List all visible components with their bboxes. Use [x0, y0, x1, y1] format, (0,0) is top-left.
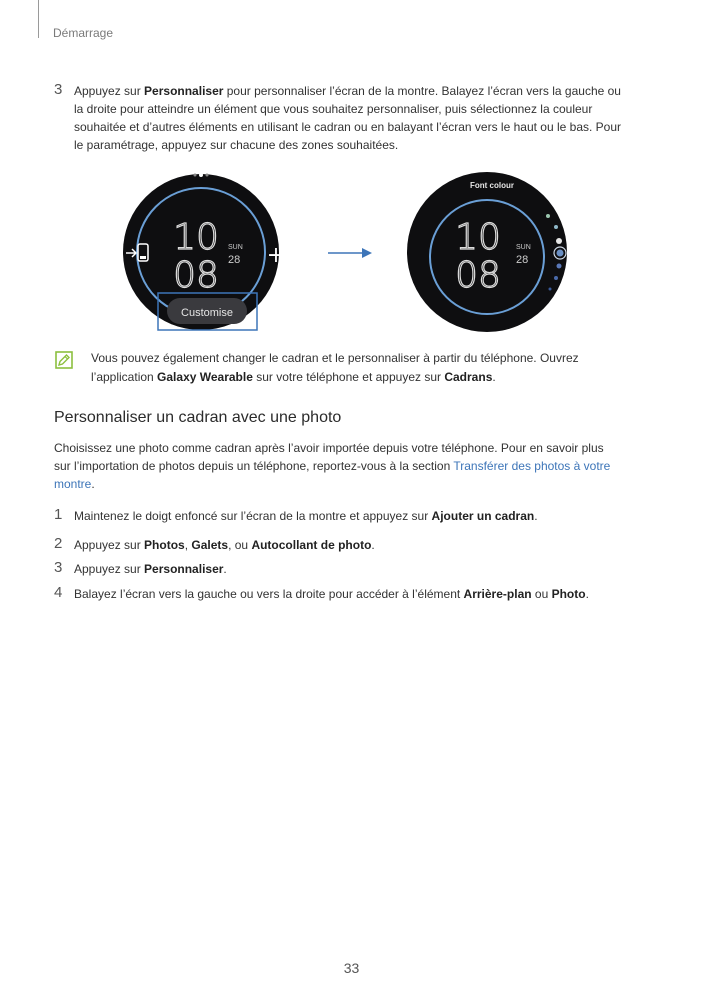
watch-left-date: 28 [228, 254, 241, 266]
header-divider [38, 0, 39, 38]
watch-left-minute: 08 [173, 255, 219, 296]
header-section-title: Démarrage [53, 26, 114, 40]
note-pencil-icon [55, 351, 73, 369]
transfer-photos-link-cont[interactable]: montre [54, 477, 92, 491]
watch-right-date: 28 [516, 254, 529, 266]
transition-arrow-icon [328, 248, 372, 258]
watch-right [407, 172, 567, 332]
watch-right-day: SUN [516, 244, 531, 251]
watch-customise-illustration [0, 165, 703, 345]
watch-left-hour: 10 [173, 217, 219, 258]
section-title: Personnaliser un cadran avec une photo [54, 409, 342, 426]
watch-left [123, 173, 285, 330]
watch-right-minute: 08 [455, 255, 501, 296]
customise-button-label: Customise [181, 307, 233, 319]
step-number: 3 [54, 81, 63, 98]
watch-left-day: SUN [228, 244, 243, 251]
note-text: Vous pouvez également changer le cadran et le personnaliser à partir du téléphone. Ouvrez l’application Galaxy Wearable sur votre téléphone et appuyez sur Cadrans. [91, 351, 579, 384]
transfer-photos-link[interactable]: Transférer des photos à votre [453, 459, 611, 473]
step-3-instruction: 3 Appuyez sur Personnaliser pour personnaliser l’écran de la montre. Balayez l’écran vers la gauche ou la droite pour atteindre un élément que vous souhaitez personnaliser, puis sélectionnez la couleur souhaitée et d’autres éléments en utilisant le cadran ou en balayant l’écran vers le haut ou le bas. Pour le paramétrage, appuyez sur chacune des zones souhaitées. [54, 81, 622, 152]
page-number: 33 [343, 960, 360, 976]
add-icon: + [266, 243, 286, 268]
step-1-instruction: 1 Maintenez le doigt enfoncé sur l’écran de la montre et appuyez sur Ajouter un cadran. [54, 506, 538, 523]
section-intro: Choisissez une photo comme cadran après l’avoir importée depuis votre téléphone. Pour en savoir plus sur l’importation de photos depuis un téléphone, reportez-vous à la section Transférer des photos à votre montre. [54, 441, 611, 491]
watch-right-hour: 10 [455, 217, 501, 258]
step-2-instruction: 2 Appuyez sur Photos, Galets, ou Autocollant de photo. [54, 535, 375, 552]
watch-right-title: Font colour [470, 181, 514, 190]
step-4-instruction: 4 Balayez l’écran vers la gauche ou vers la droite pour accéder à l’élément Arrière-plan ou Photo. [54, 584, 589, 601]
step-3b-instruction: 3 Appuyez sur Personnaliser. [54, 559, 227, 576]
